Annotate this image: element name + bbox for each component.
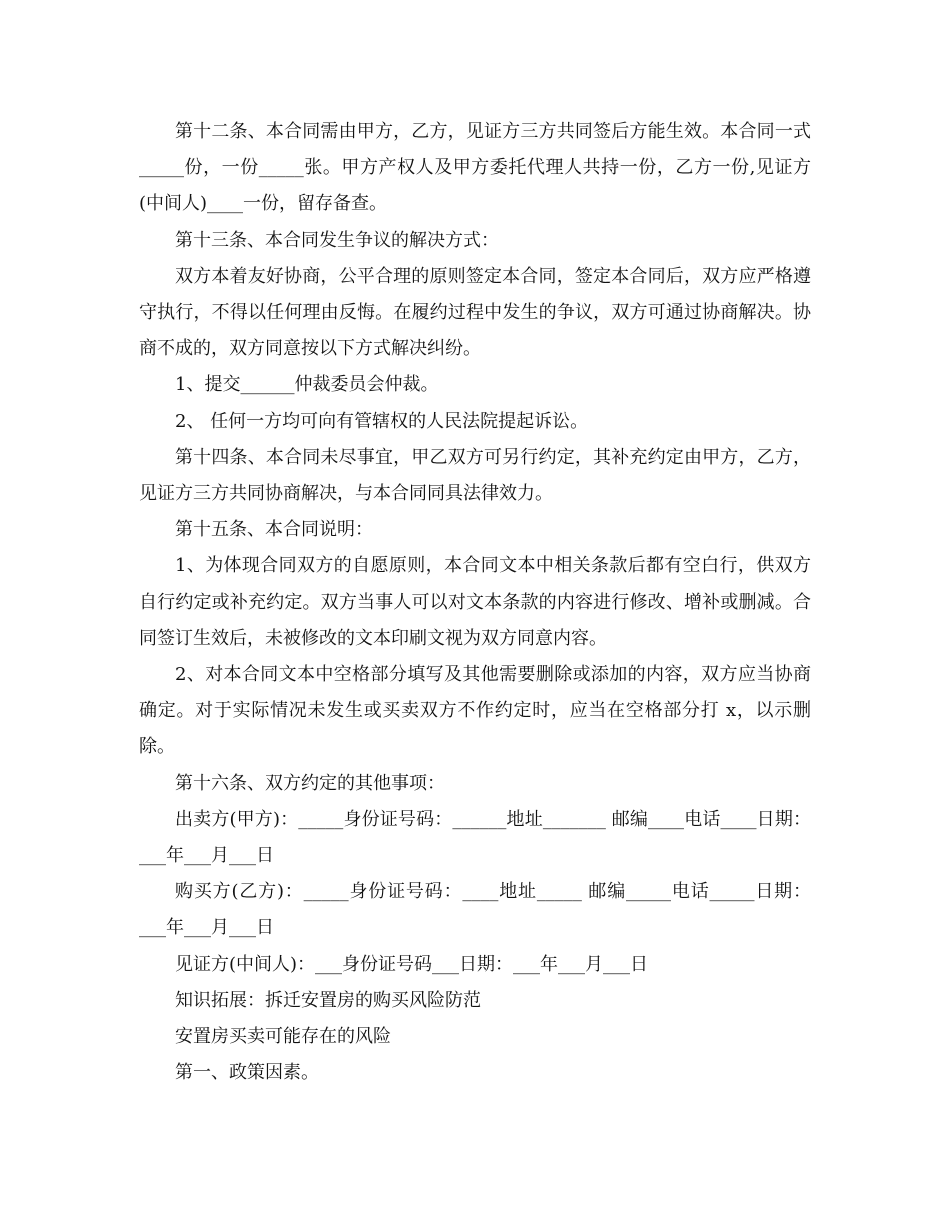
paragraph-article-15-heading: 第十五条、本合同说明： [175, 519, 373, 541]
paragraph-explanation-1: 1、为体现合同双方的自愿原则，本合同文本中相关条款后都有空白行，供双方自行约定或补充约定。双方当事人可以对文本条款的内容进行修改、增补或删减。合同签订生效后，未被修改的文本印刷文视为双方同意内容。 [139, 555, 811, 649]
signature-line-seller: 出卖方(甲方)：_____身份证号码：______地址_______ 邮编____电话____日期：___年___月___日 [139, 808, 811, 867]
paragraph-arbitration-option: 1、提交______仲裁委员会仲裁。 [175, 374, 439, 396]
signature-line-witness: 见证方(中间人)：___身份证号码___日期：___年___月___日 [175, 953, 649, 975]
paragraph-litigation-option: 2、 任何一方均可向有管辖权的人民法院提起诉讼。 [175, 410, 589, 432]
paragraph-explanation-2: 2、对本合同文本中空格部分填写及其他需要删除或添加的内容，双方应当协商确定。对于实际情况未发生或买卖双方不作约定时，应当在空格部分打 x，以示删除。 [139, 664, 811, 758]
paragraph-policy-factor: 第一、政策因素。 [175, 1062, 319, 1084]
document-body [139, 114, 811, 1091]
paragraph-article-14: 第十四条、本合同未尽事宜，甲乙双方可另行约定，其补充约定由甲方，乙方，见证方三方共同协商解决，与本合同同具法律效力。 [139, 446, 811, 505]
paragraph-risk-heading: 安置房买卖可能存在的风险 [175, 1026, 391, 1048]
paragraph-dispute-resolution: 双方本着友好协商，公平合理的原则签定本合同，签定本合同后，双方应严格遵守执行，不得以任何理由反悔。在履约过程中发生的争议，双方可通过协商解决。协商不成的，双方同意按以下方式解决纠纷。 [139, 265, 811, 360]
signature-line-buyer: 购买方(乙方)：_____身份证号码：____地址_____ 邮编_____电话_____日期：___年___月___日 [139, 881, 811, 939]
paragraph-article-13-heading: 第十三条、本合同发生争议的解决方式： [175, 229, 499, 251]
paragraph-knowledge-extension: 知识拓展：拆迁安置房的购买风险防范 [175, 989, 481, 1011]
paragraph-article-16-heading: 第十六条、双方约定的其他事项： [175, 772, 445, 794]
paragraph-article-12: 第十二条、本合同需由甲方，乙方，见证方三方共同签后方能生效。本合同一式_____份，一份_____张。甲方产权人及甲方委托代理人共持一份，乙方一份,见证方(中间人)____一份，留存备查。 [139, 121, 811, 215]
